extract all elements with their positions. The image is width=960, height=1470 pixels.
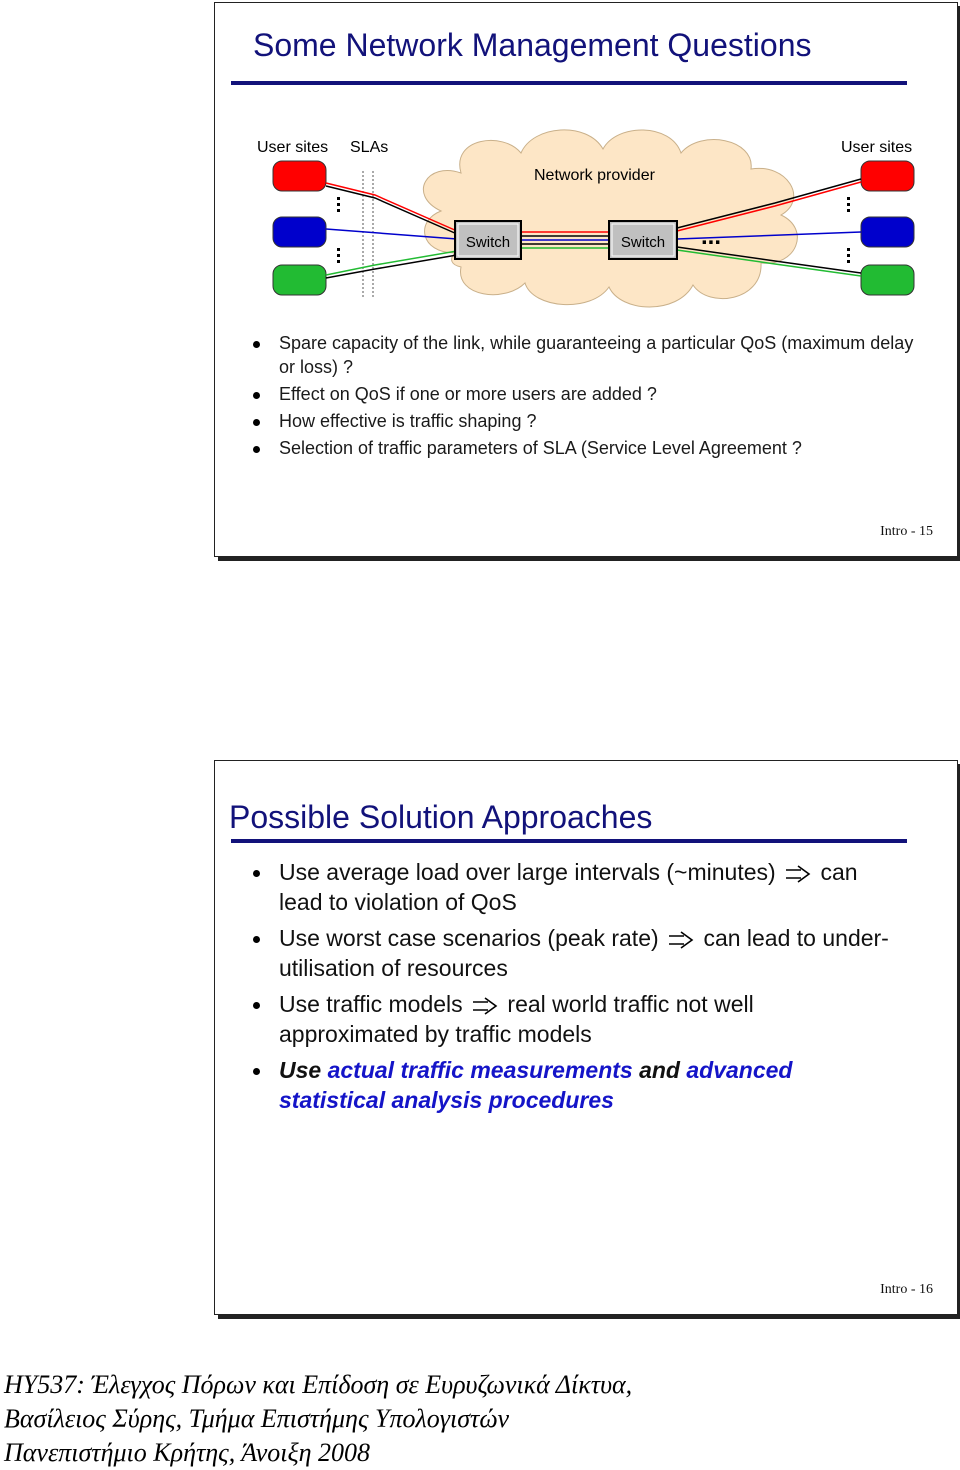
user-site-blue-left <box>273 217 326 247</box>
title-underline <box>231 839 907 843</box>
list-item: Effect on QoS if one or more users are added ? <box>215 382 957 406</box>
list-item: Use traffic models real world traffic not well approximated by traffic models <box>215 989 957 1049</box>
slide-16 <box>214 760 958 1315</box>
switch-right-label: Switch <box>620 234 666 251</box>
bullet-icon <box>253 1002 260 1009</box>
switch-left-label: Switch <box>465 234 511 251</box>
implies-arrow-icon <box>785 864 811 884</box>
bullet-icon <box>253 341 260 348</box>
list-item: Use average load over large intervals (~minutes) can lead to violation of QoS <box>215 857 957 917</box>
slide-title: Possible Solution Approaches <box>229 799 653 835</box>
list-item-highlight: Use actual traffic measurements and advanced statistical analysis procedures <box>215 1055 957 1115</box>
course-footer <box>4 1368 632 1470</box>
user-site-blue-right <box>861 217 914 247</box>
bullet-icon <box>253 1068 260 1075</box>
question-list <box>215 331 957 460</box>
bullet-icon <box>253 936 260 943</box>
switch-left <box>455 221 521 259</box>
label-network-provider: Network provider <box>534 167 655 184</box>
user-site-green-right <box>861 265 914 295</box>
footer-line-1: HY537: Έλεγχος Πόρων και Επίδοση σε Ευρυζωνικά Δίκτυα, <box>4 1370 633 1399</box>
slide-title: Some Network Management Questions <box>253 27 812 63</box>
list-item: Selection of traffic parameters of SLA (Service Level Agreement ? <box>215 436 957 460</box>
label-slas: SLAs <box>350 139 389 156</box>
label-user-sites-left: User sites <box>257 139 329 156</box>
vertical-ellipsis-right <box>847 197 850 263</box>
approach-list <box>215 857 957 1115</box>
bullet-icon <box>253 870 260 877</box>
footer-line-2: Βασίλειος Σύρης, Τμήμα Επιστήμης Υπολογιστών <box>4 1404 510 1433</box>
list-item: How effective is traffic shaping ? <box>215 409 957 433</box>
horizontal-ellipsis: ... <box>701 223 722 250</box>
network-provider-cloud <box>423 130 797 307</box>
user-site-red-right <box>861 161 914 191</box>
slide-number: Intro - 16 <box>880 1282 933 1297</box>
user-site-red-left <box>273 161 326 191</box>
list-item: Use worst case scenarios (peak rate) can lead to under-utilisation of resources <box>215 923 957 983</box>
network-diagram <box>215 3 957 323</box>
implies-arrow-icon <box>472 996 498 1016</box>
bullet-icon <box>253 446 260 453</box>
bullet-icon <box>253 392 260 399</box>
footer-line-3: Πανεπιστήμιο Κρήτης, Άνοιξη 2008 <box>4 1438 371 1467</box>
label-user-sites-right: User sites <box>841 139 913 156</box>
implies-arrow-icon <box>668 930 694 950</box>
user-site-green-left <box>273 265 326 295</box>
slide-number: Intro - 15 <box>880 524 933 539</box>
list-item: Spare capacity of the link, while guaranteeing a particular QoS (maximum delay or loss) ? <box>215 331 957 379</box>
switch-right <box>609 221 677 259</box>
bullet-icon <box>253 419 260 426</box>
slide-15 <box>214 2 958 557</box>
